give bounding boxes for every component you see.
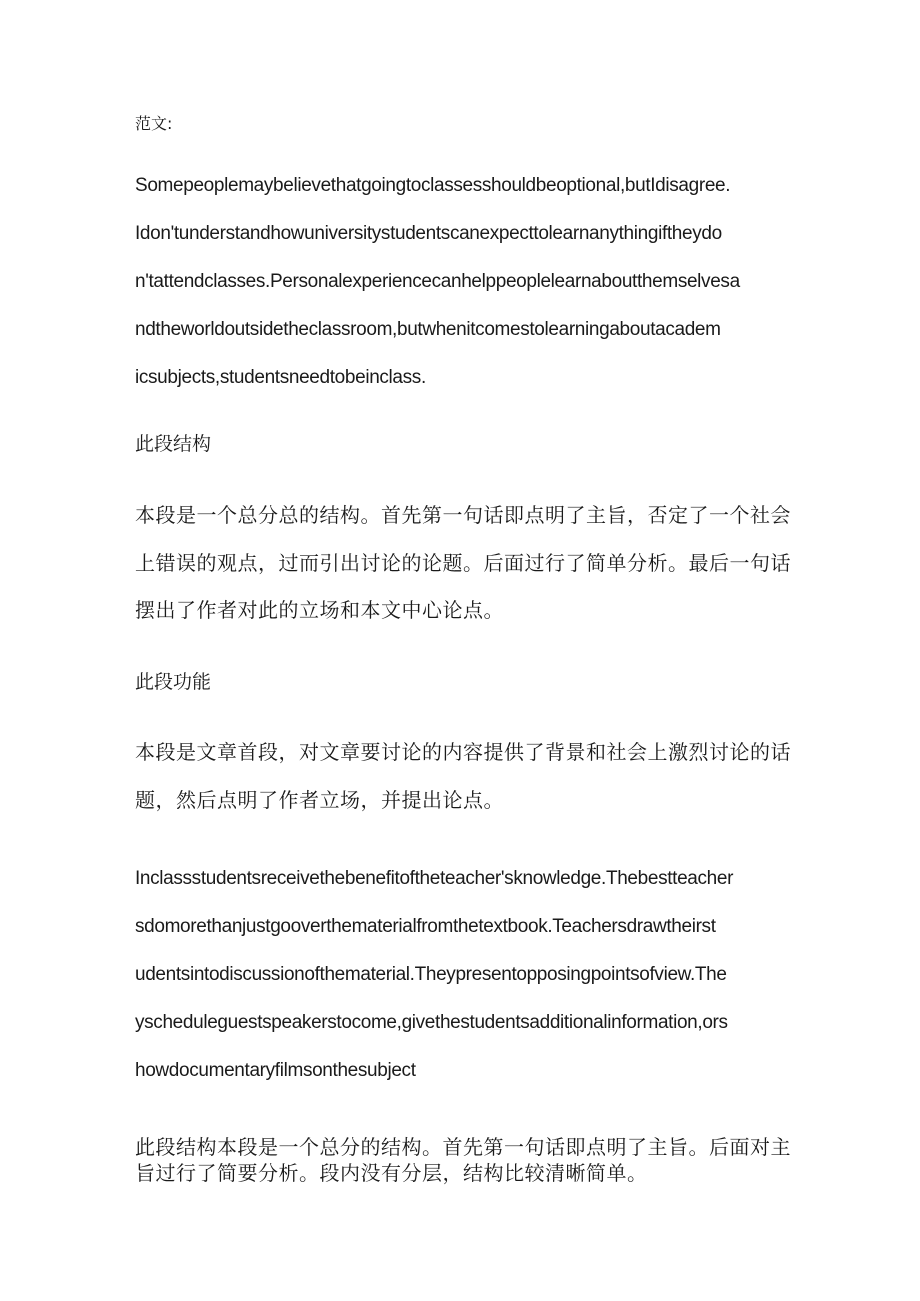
structure-analysis-line: 摆出了作者对此的立场和本文中心论点。	[135, 598, 504, 622]
structure-heading: 此段结构	[135, 433, 212, 455]
essay-paragraph-2-line: sdomorethanjustgooverthematerialfromthetextbook.Teachersdrawtheirst	[135, 916, 716, 937]
essay-paragraph-2-line: Inclassstudentsreceivethebenefitoftheteacher'sknowledge.Thebestteacher	[135, 868, 734, 889]
essay-paragraph-1-line: icsubjects,studentsneedtobeinclass.	[135, 367, 426, 388]
summary-analysis-line: 旨过行了简要分析。段内没有分层，结构比较清晰简单。	[135, 1161, 648, 1185]
structure-analysis-line: 本段是一个总分总的结构。首先第一句话即点明了主旨，否定了一个社会	[135, 503, 791, 527]
model-essay-label: 范文:	[135, 114, 173, 133]
function-analysis-line: 本段是文章首段，对文章要讨论的内容提供了背景和社会上激烈讨论的话	[135, 740, 791, 764]
essay-paragraph-1-line: Idon'tunderstandhowuniversitystudentscanexpecttolearnanythingiftheydo	[135, 223, 722, 244]
structure-analysis-line: 上错误的观点，过而引出讨论的论题。后面过行了简单分析。最后一句话	[135, 551, 791, 575]
essay-paragraph-1-line: ndtheworldoutsidetheclassroom,butwhenitcomestolearningaboutacadem	[135, 319, 721, 340]
function-heading: 此段功能	[135, 671, 212, 693]
summary-analysis-line: 此段结构本段是一个总分的结构。首先第一句话即点明了主旨。后面对主	[135, 1135, 791, 1159]
function-analysis-line: 题，然后点明了作者立场，并提出论点。	[135, 788, 504, 812]
essay-paragraph-2-line: yscheduleguestspeakerstocome,givethestudentsadditionalinformation,ors	[135, 1012, 728, 1033]
essay-paragraph-1-line: Somepeoplemaybelievethatgoingtoclassesshouldbeoptional,butIdisagree.	[135, 175, 731, 196]
essay-paragraph-2-line: udentsintodiscussionofthematerial.Theypresentopposingpointsofview.The	[135, 964, 727, 985]
essay-paragraph-1-line: n'tattendclasses.Personalexperiencecanhelppeoplelearnaboutthemselvesa	[135, 271, 740, 292]
essay-paragraph-2-line: howdocumentaryfilmsonthesubject	[135, 1060, 416, 1081]
